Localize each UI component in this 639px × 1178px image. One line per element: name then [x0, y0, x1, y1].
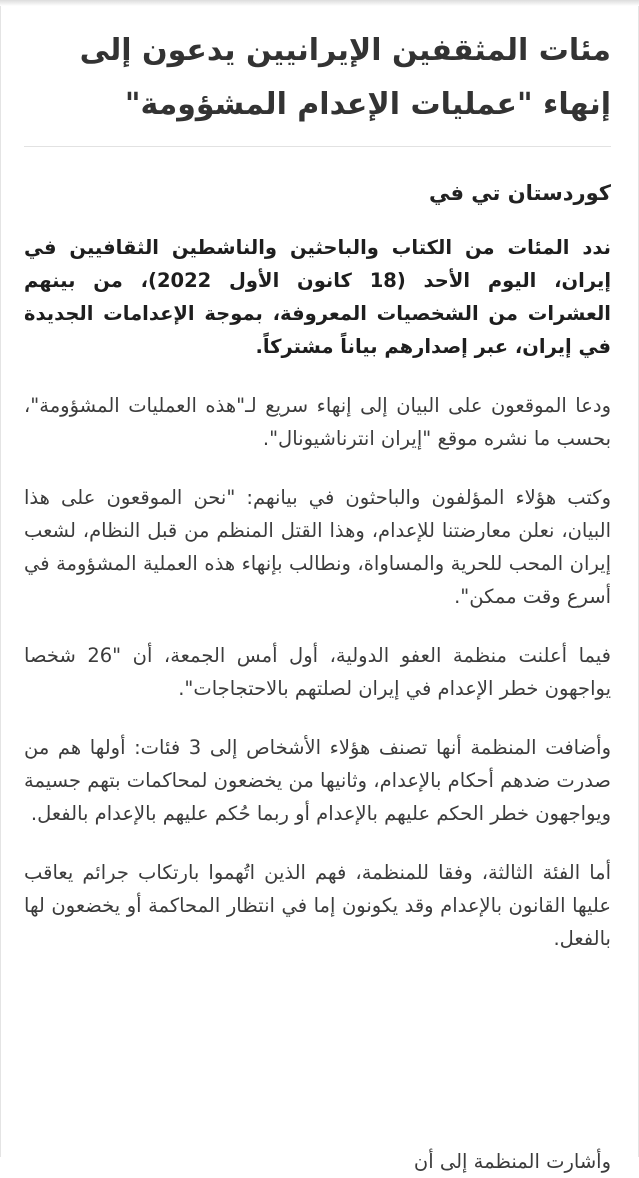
article-paragraph-4: وأضافت المنظمة أنها تصنف هؤلاء الأشخاص إلى 3 فئات: أولها هم من صدرت ضدهم أحكام بالإعدام، وثانيها من يخضعون لمحاكمات بتهم جسيمة ويواجهون خطر الحكم عليهم بالإعدام أو ربما حُكم عليهم بالإعدام بالفعل. [24, 736, 611, 825]
article-paragraph-3: فيما أعلنت منظمة العفو الدولية، أول أمس الجمعة، أن "26 شخصا يواجهون خطر الإعدام في إيران لصلتهم بالاحتجاجات". [24, 644, 611, 700]
headline-divider [24, 146, 611, 147]
article-paragraph-5: أما الفئة الثالثة، وفقا للمنظمة، فهم الذين اتُهموا بارتكاب جرائم يعاقب عليها القانون بالإعدام وقد يكونون إما في انتظار المحاكمة أو يخضعون لها بالفعل. [24, 861, 611, 950]
article-lead-paragraph: ندد المئات من الكتاب والباحثين والناشطين الثقافيين في إيران، اليوم الأحد (18 كانون الأول 2022)، من بينهم العشرات من الشخصيات المعروفة، بموجة الإعدامات الجديدة في إيران، عبر إصدارهم بياناً مشتركاً. [24, 236, 612, 358]
article-source: كوردستان تي في [428, 181, 611, 205]
news-article [24, 24, 611, 955]
article-paragraph-2: وكتب هؤلاء المؤلفون والباحثون في بيانهم: "نحن الموقعون على هذا البيان، نعلن معارضتنا للإعدام، وهذا القتل المنظم من قبل النظام، لشعب إيران المحب للحرية والمساواة، ونطالب بإنهاء هذه العملية المشؤومة في أسرع وقت ممكن". [24, 486, 611, 608]
clipped-next-line [0, 1143, 639, 1173]
article-paragraph-1: ودعا الموقعون على البيان إلى إنهاء سريع لـ"هذه العمليات المشؤومة"، بحسب ما نشره موقع "إيران انترناشيونال". [24, 394, 611, 450]
article-headline: مئات المثقفين الإيرانيين يدعون إلى إنهاء "عمليات الإعدام المشؤومة" [79, 33, 611, 122]
top-shadow-strip [0, 0, 639, 6]
clipped-next-line-text: وأشارت المنظمة إلى أن [413, 1150, 611, 1173]
